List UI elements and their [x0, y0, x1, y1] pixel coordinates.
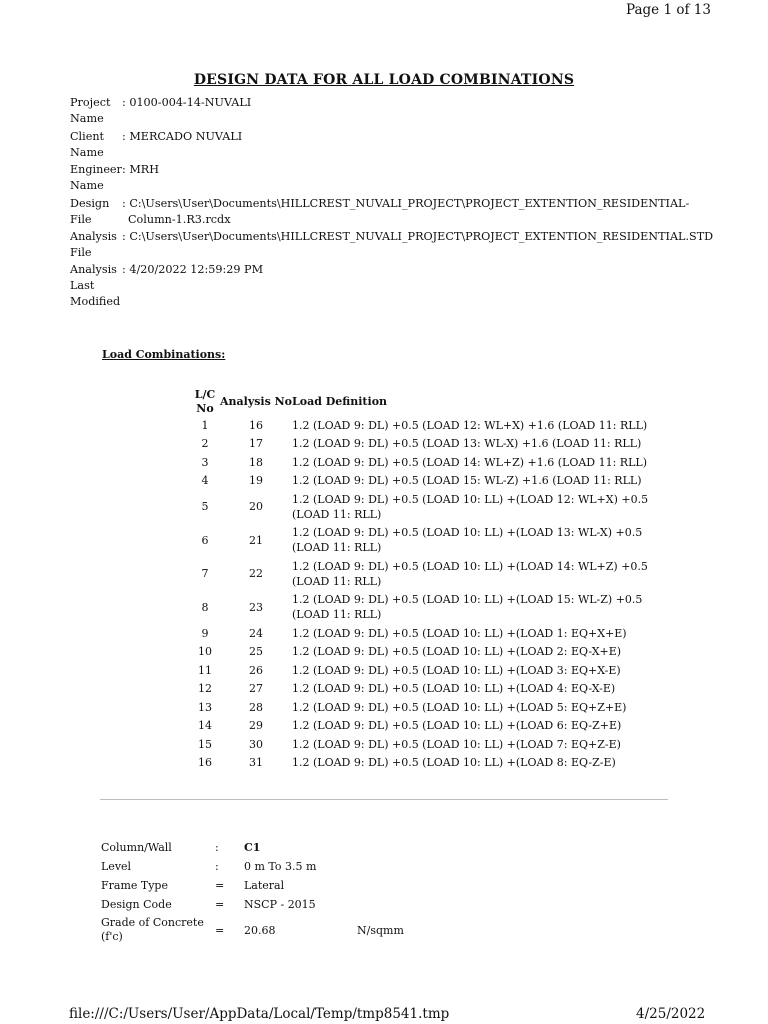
cell-lc-no: 7 [201, 567, 209, 581]
cell-lc-no: 8 [201, 600, 209, 614]
page-number: Page 1 of 13 [626, 2, 711, 18]
cell-load-definition: 1.2 (LOAD 9: DL) +0.5 (LOAD 12: WL+X) +1.6 (LOAD 11: RLL) [292, 418, 648, 432]
info-value [122, 196, 762, 228]
column-info-separator: : [215, 841, 219, 854]
table-row [190, 735, 672, 754]
cell-lc-no: 3 [201, 455, 209, 469]
load-combinations-heading: Load Combinations: [102, 348, 226, 361]
cell-load-definition: 1.2 (LOAD 9: DL) +0.5 (LOAD 10: LL) +(LOAD 1: EQ+X+E) [292, 626, 627, 640]
cell-load-definition: 1.2 (LOAD 9: DL) +0.5 (LOAD 10: LL) +(LOAD 15: WL-Z) +0.5 (LOAD 11: RLL) [292, 593, 643, 622]
document-title: DESIGN DATA FOR ALL LOAD COMBINATIONS [193, 72, 575, 88]
table-row [190, 661, 672, 680]
column-info-key: Design Code [101, 898, 172, 911]
cell-analysis-no: 22 [249, 567, 263, 581]
cell-load-definition: 1.2 (LOAD 9: DL) +0.5 (LOAD 10: LL) +(LOAD 8: EQ-Z-E) [292, 756, 616, 769]
cell-analysis-no: 24 [249, 626, 263, 640]
cell-analysis-no: 17 [249, 437, 263, 450]
cell-load-definition: 1.2 (LOAD 9: DL) +0.5 (LOAD 10: LL) +(LOAD 13: WL-X) +0.5 (LOAD 11: RLL) [292, 526, 643, 555]
column-info-value: C1 [244, 841, 261, 854]
footer-date: 4/25/2022 [636, 1006, 706, 1022]
cell-load-definition: 1.2 (LOAD 9: DL) +0.5 (LOAD 10: LL) +(LOAD 6: EQ-Z+E) [292, 719, 622, 732]
table-row [190, 453, 672, 472]
cell-analysis-no: 31 [249, 756, 263, 769]
table-row [190, 643, 672, 662]
info-label: Analysis File [70, 230, 117, 259]
cell-lc-no: 16 [198, 756, 212, 769]
cell-lc-no: 2 [201, 437, 209, 450]
table-row [190, 698, 672, 717]
cell-analysis-no: 26 [249, 663, 263, 677]
cell-lc-no: 11 [198, 663, 212, 677]
column-info-key: Grade of Concrete (f'c) [101, 916, 204, 943]
info-value [122, 229, 762, 245]
header-analysis-no: Analysis No [220, 395, 293, 408]
info-label: Client Name [70, 130, 105, 159]
cell-lc-no: 15 [198, 737, 212, 751]
footer-file-path: file:///C:/Users/User/AppData/Local/Temp/tmp8541.tmp [69, 1006, 450, 1022]
info-value-line: : MRH [122, 163, 159, 176]
info-label: Analysis Last Modified [70, 263, 121, 308]
cell-lc-no: 13 [198, 700, 212, 714]
load-combinations-table [190, 388, 672, 772]
cell-load-definition: 1.2 (LOAD 9: DL) +0.5 (LOAD 13: WL-X) +1.6 (LOAD 11: RLL) [292, 437, 642, 450]
info-value-line: : C:\Users\User\Documents\HILLCREST_NUVALI_PROJECT\PROJECT_EXTENTION_RESIDENTIAL.STD [122, 230, 714, 243]
cell-lc-no: 10 [198, 645, 212, 658]
column-info-key: Frame Type [101, 879, 168, 892]
info-value-line: Column-1.R3.rcdx [128, 213, 231, 226]
section-divider [100, 799, 668, 800]
cell-load-definition: 1.2 (LOAD 9: DL) +0.5 (LOAD 10: LL) +(LOAD 3: EQ+X-E) [292, 663, 621, 677]
column-info-value: NSCP - 2015 [244, 898, 316, 911]
header-lc-no: L/C No [194, 388, 216, 415]
cell-analysis-no: 30 [249, 737, 263, 751]
cell-analysis-no: 23 [249, 600, 263, 614]
table-row [190, 624, 672, 643]
cell-lc-no: 6 [201, 533, 209, 547]
cell-lc-no: 9 [201, 626, 209, 640]
info-value-line: : 0100-004-14-NUVALI [122, 96, 252, 109]
cell-lc-no: 4 [201, 474, 209, 487]
table-row [190, 490, 672, 524]
column-info-key: Column/Wall [101, 841, 172, 854]
info-value [122, 95, 762, 111]
table-row [190, 472, 672, 491]
table-row [190, 717, 672, 736]
table-row [190, 435, 672, 454]
cell-analysis-no: 27 [249, 682, 263, 695]
info-value [122, 129, 762, 145]
info-value-line: : MERCADO NUVALI [122, 130, 243, 143]
column-info-separator: = [215, 924, 225, 937]
cell-load-definition: 1.2 (LOAD 9: DL) +0.5 (LOAD 14: WL+Z) +1.6 (LOAD 11: RLL) [292, 455, 647, 469]
cell-lc-no: 5 [201, 500, 209, 514]
cell-load-definition: 1.2 (LOAD 9: DL) +0.5 (LOAD 10: LL) +(LOAD 4: EQ-X-E) [292, 682, 616, 695]
cell-analysis-no: 16 [249, 418, 263, 432]
cell-load-definition: 1.2 (LOAD 9: DL) +0.5 (LOAD 10: LL) +(LOAD 7: EQ+Z-E) [292, 737, 621, 751]
cell-analysis-no: 20 [249, 500, 263, 514]
cell-analysis-no: 28 [249, 700, 263, 714]
column-info-value: 0 m To 3.5 m [244, 860, 317, 873]
cell-load-definition: 1.2 (LOAD 9: DL) +0.5 (LOAD 10: LL) +(LOAD 14: WL+Z) +0.5 (LOAD 11: RLL) [292, 559, 648, 588]
column-info-value: 20.68 [244, 924, 276, 937]
info-label: Design File [70, 197, 110, 226]
cell-analysis-no: 18 [249, 455, 263, 469]
table-row [190, 557, 672, 591]
cell-lc-no: 14 [198, 719, 212, 732]
info-value-line: : C:\Users\User\Documents\HILLCREST_NUVALI_PROJECT\PROJECT_EXTENTION_RESIDENTIAL- [122, 197, 690, 210]
cell-load-definition: 1.2 (LOAD 9: DL) +0.5 (LOAD 10: LL) +(LOAD 5: EQ+Z+E) [292, 700, 627, 714]
column-info-unit: N/sqmm [357, 924, 404, 937]
cell-load-definition: 1.2 (LOAD 9: DL) +0.5 (LOAD 10: LL) +(LOAD 2: EQ-X+E) [292, 645, 622, 658]
cell-lc-no: 1 [201, 418, 209, 432]
cell-analysis-no: 19 [249, 474, 263, 487]
info-value [122, 262, 762, 278]
info-label: Project Name [70, 96, 111, 125]
column-info-separator: = [215, 879, 225, 892]
info-value-line: : 4/20/2022 12:59:29 PM [122, 263, 264, 276]
column-info-separator: : [215, 860, 219, 873]
table-row [190, 591, 672, 625]
load-combinations-body [190, 416, 672, 772]
table-row [190, 416, 672, 435]
cell-load-definition: 1.2 (LOAD 9: DL) +0.5 (LOAD 10: LL) +(LOAD 12: WL+X) +0.5 (LOAD 11: RLL) [292, 492, 649, 521]
column-info-key: Level [101, 860, 132, 873]
column-info-value: Lateral [244, 879, 285, 892]
info-value [122, 162, 762, 178]
cell-analysis-no: 25 [249, 645, 263, 658]
header-load-definition: Load Definition [292, 395, 388, 408]
table-row [190, 680, 672, 699]
cell-lc-no: 12 [198, 682, 212, 695]
table-row [190, 754, 672, 773]
cell-analysis-no: 29 [249, 719, 263, 732]
cell-analysis-no: 21 [249, 533, 263, 547]
info-label: Engineer Name [70, 163, 122, 192]
cell-load-definition: 1.2 (LOAD 9: DL) +0.5 (LOAD 15: WL-Z) +1.6 (LOAD 11: RLL) [292, 474, 642, 487]
column-info-separator: = [215, 898, 225, 911]
table-row [190, 524, 672, 558]
